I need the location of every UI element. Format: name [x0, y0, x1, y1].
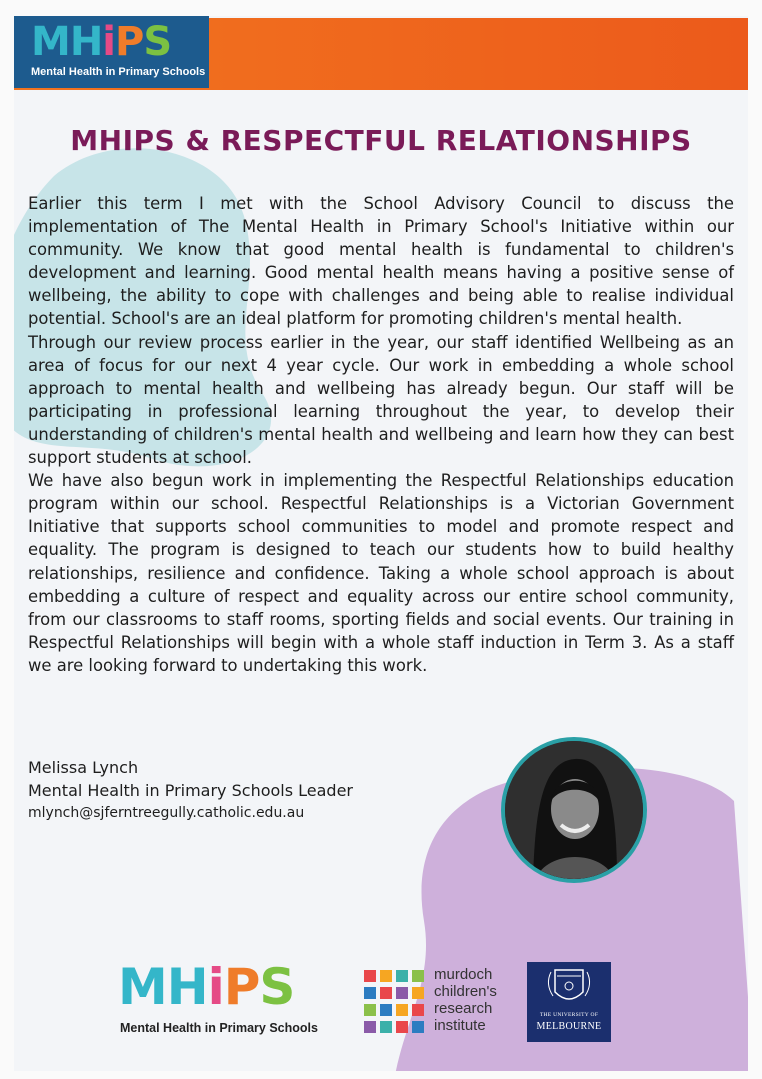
article-body: [28, 192, 734, 677]
mcri-wordmark: [434, 966, 497, 1034]
university-of-melbourne-logo: [527, 962, 611, 1042]
signature-email: mlynch@sjferntreegully.catholic.edu.au: [28, 805, 305, 821]
uom-bottom-text: MELBOURNE: [536, 1021, 602, 1032]
uom-top-text: THE UNIVERSITY OF: [539, 1012, 599, 1018]
mhips-footer-logo: [118, 959, 318, 1039]
paragraph: Through our review process earlier in the year, our staff identified Wellbeing as an area of focus for our next 4 year cycle. Our work in embedding a whole school approach to mental health and wellbeing has already begun. Our staff will be participating in professional learning throughout the year, to develop their understanding of children's mental health and wellbeing and learn how they can best support students at school.: [28, 332, 734, 468]
page-title: MHIPS & RESPECTFUL RELATIONSHIPS: [70, 124, 692, 157]
author-photo: [501, 737, 647, 883]
signature-name: Melissa Lynch: [28, 758, 139, 777]
portrait-icon: [505, 741, 643, 879]
mcri-grid-icon: [364, 970, 428, 1036]
signature-role: Mental Health in Primary Schools Leader: [28, 780, 354, 800]
mhips-header-logo: [14, 16, 209, 88]
mcri-line: research: [434, 1000, 493, 1017]
crest-icon: [527, 962, 611, 1012]
mcri-logo: [364, 966, 514, 1041]
mcri-line: institute: [434, 1017, 486, 1034]
document-page: [14, 16, 748, 1071]
paragraph: We have also begun work in implementing the Respectful Relationships education program within our school. Respectful Relationships is a Victorian Government Initiative that supports school communities to model and promote respect and equality. The program is designed to teach our students how to build healthy relationships, resilience and confidence. Taking a whole school approach is about embedding a culture of respect and equality across our entire school community, from our classrooms to staff rooms, sporting fields and social events. Our training in Respectful Relationships will begin with a whole staff induction in Term 3. As a staff we are looking forward to undertaking this work.: [28, 471, 734, 675]
logo-wordmark: MHiPS: [31, 19, 172, 65]
footer-logo-wordmark: MHiPS: [118, 958, 295, 1016]
mcri-line: murdoch: [434, 966, 493, 983]
footer-logo-subtitle: Mental Health in Primary Schools: [120, 1021, 318, 1035]
mcri-line: children's: [434, 983, 497, 1000]
paragraph: Earlier this term I met with the School Advisory Council to discuss the implementation of The Mental Health in Primary School's Initiative within our community. We know that good mental health is fundamental to children's development and learning. Good mental health means having a positive sense of wellbeing, the ability to cope with challenges and being able to realise individual potential. School's are an ideal platform for promoting children's mental health.: [28, 194, 734, 329]
logo-subtitle: Mental Health in Primary Schools: [31, 66, 206, 78]
signature-block: [28, 757, 353, 825]
